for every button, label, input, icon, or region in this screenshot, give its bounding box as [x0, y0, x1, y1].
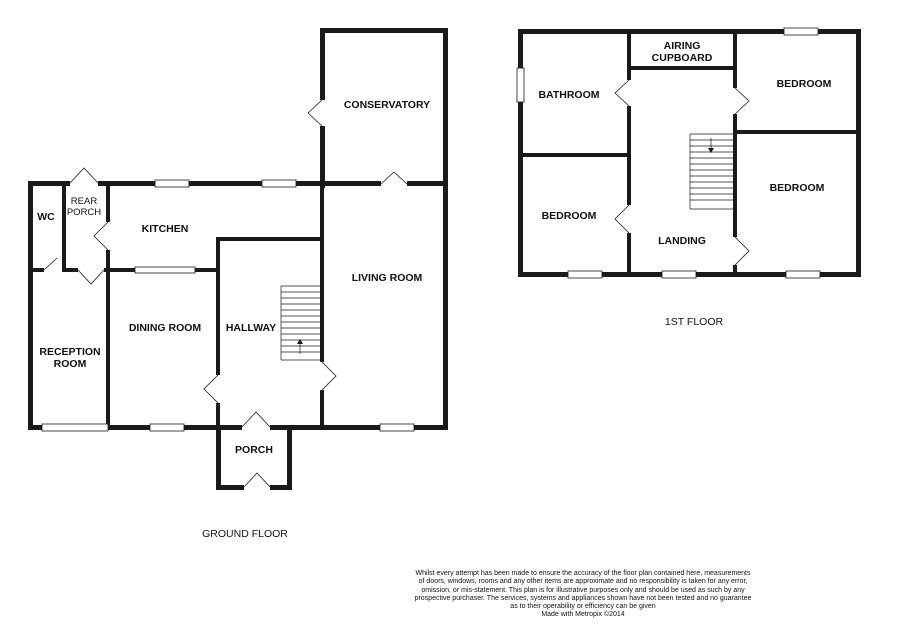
- room-label-dining-room: DINING ROOM: [128, 322, 202, 334]
- disclaimer-credit: Made with Metropix ©2014: [541, 611, 625, 619]
- first-floor-plan: [517, 28, 861, 328]
- first-floor-stairs: [690, 134, 733, 209]
- room-label-living-room: LIVING ROOM: [351, 272, 423, 284]
- room-label-landing: LANDING: [658, 235, 706, 247]
- ground-floor-plan: [28, 28, 448, 540]
- room-label-airing-line2: CUPBOARD: [651, 52, 713, 64]
- disclaimer-line: as to their operability or efficiency can be given: [510, 603, 656, 611]
- room-label-wc: WC: [37, 211, 55, 223]
- disclaimer-line: prospective purchaser. The services, systems and appliances shown have not been tested and no guarantee: [414, 594, 752, 602]
- ground-floor-stairs: [281, 286, 320, 360]
- window-dining: [150, 424, 184, 431]
- ground-floor-doors: [44, 100, 407, 491]
- ground-floor-walls: [28, 28, 448, 490]
- room-label-bedroom-top-right: BEDROOM: [776, 78, 832, 90]
- disclaimer-line: omission, or mis-statement. This plan is for illustrative purposes only and should be used as such by any: [421, 586, 745, 594]
- room-label-conservatory: CONSERVATORY: [343, 99, 431, 111]
- window-kitchen-2: [262, 180, 296, 187]
- room-label-airing-line1: AIRING: [663, 40, 701, 52]
- room-label-porch: PORCH: [235, 444, 273, 456]
- room-label-bedroom-left: BEDROOM: [541, 210, 597, 222]
- room-label-bedroom-right: BEDROOM: [769, 182, 825, 194]
- room-label-reception-line2: ROOM: [53, 358, 87, 370]
- ground-floor-title: GROUND FLOOR: [202, 528, 288, 540]
- window-reception: [42, 424, 108, 431]
- first-floor-title: 1ST FLOOR: [664, 316, 724, 328]
- window-bedroom-left: [568, 271, 602, 278]
- room-label-hallway: HALLWAY: [225, 322, 277, 334]
- window-bedroom-right: [786, 271, 820, 278]
- room-label-rear-porch-line2: PORCH: [66, 207, 102, 218]
- room-label-rear-porch-line1: REAR: [70, 196, 98, 207]
- window-landing: [662, 271, 696, 278]
- room-label-kitchen: KITCHEN: [141, 223, 189, 235]
- opening-kitchen-dining: [135, 267, 195, 273]
- room-label-bathroom: BATHROOM: [538, 89, 600, 101]
- window-bathroom: [517, 68, 524, 102]
- room-label-reception-line1: RECEPTION: [39, 346, 101, 358]
- window-kitchen-1: [155, 180, 189, 187]
- disclaimer-line: of doors, windows, rooms and any other items are approximate and no responsibility is taken for any error,: [418, 578, 748, 586]
- disclaimer: [388, 570, 778, 620]
- window-bedroom-top: [784, 28, 818, 35]
- window-living: [380, 424, 414, 431]
- disclaimer-line: Whilst every attempt has been made to ensure the accuracy of the floor plan contained here, measurements: [415, 570, 751, 577]
